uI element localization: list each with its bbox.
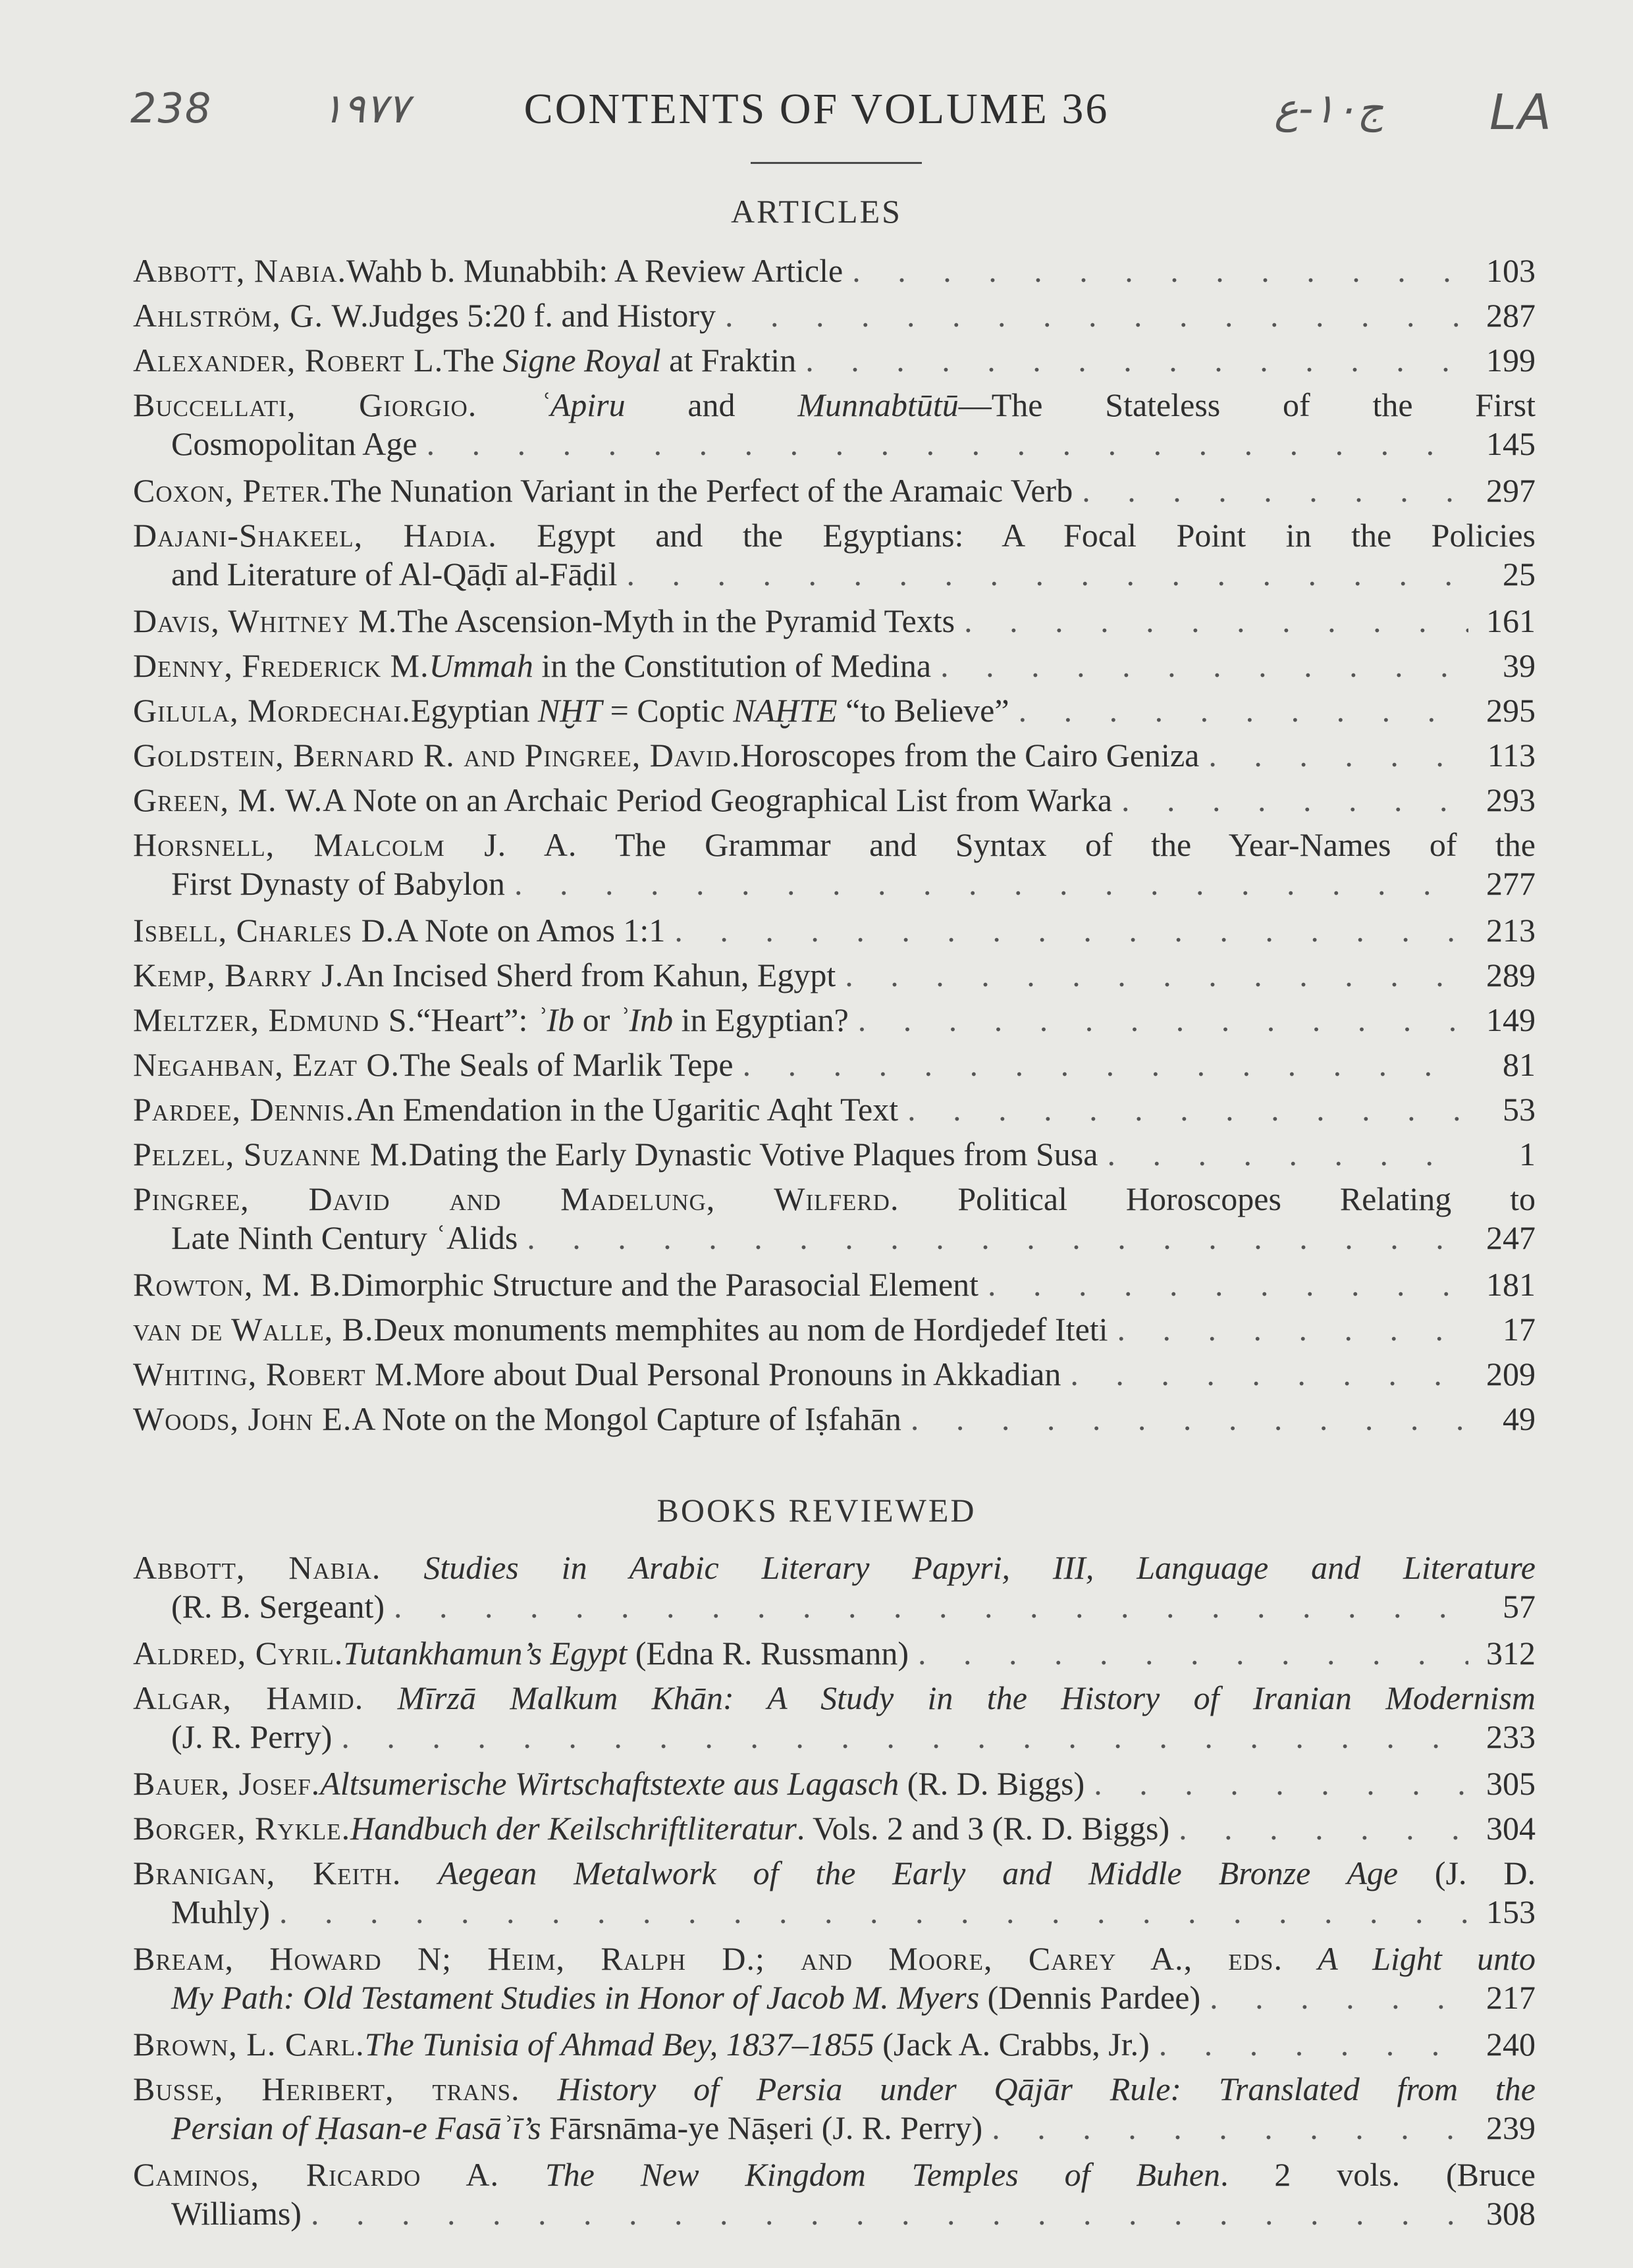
dot-leader (1019, 691, 1468, 730)
entry-title: Dating the Early Dynastic Votive Plaques from Susa (408, 1136, 1098, 1173)
entry-title: Egypt and the Egyptians: A Focal Point in the Policies (537, 517, 1536, 554)
toc-entry (133, 471, 1536, 510)
dot-leader (1094, 1764, 1468, 1803)
entry-title: Deux monuments memphites au nom de Hordjedef Iteti (373, 1311, 1108, 1348)
dot-leader (940, 646, 1468, 685)
entry-title: A Note on an Archaic Period Geographical List from Warka (323, 781, 1113, 818)
dot-leader (992, 2109, 1468, 2148)
dot-leader (394, 1587, 1468, 1626)
entry-line (133, 736, 1536, 775)
entry-line-continued (133, 864, 1536, 903)
entry-title: Studies in Arabic Literary Papyri, III, Language and Literature (423, 1549, 1536, 1586)
toc-entry (133, 602, 1536, 641)
toc-entry (133, 341, 1536, 380)
entry-author: Negahban, Ezat O. (133, 1046, 400, 1083)
entry-page-number: 287 (1486, 297, 1536, 334)
dot-leader (988, 1265, 1468, 1304)
entry-line (133, 386, 1536, 425)
toc-entry (133, 1679, 1536, 1756)
handwritten-number: 238 (130, 84, 213, 132)
entry-title: Aegean Metalwork of the Early and Middle Bronze Age (J. D. (438, 1855, 1536, 1891)
entry-line-continued (133, 2109, 1536, 2148)
toc-entry (133, 1310, 1536, 1349)
dot-leader (674, 911, 1468, 950)
entry-page-number: 145 (1486, 425, 1536, 462)
entry-page-number: 277 (1486, 865, 1536, 902)
entry-line (133, 1355, 1536, 1394)
entry-page-number: 295 (1486, 692, 1536, 729)
toc-entry (133, 1001, 1536, 1040)
entry-line (133, 1854, 1536, 1893)
toc-entry (133, 1548, 1536, 1626)
entry-author: Borger, Rykle. (133, 1810, 351, 1847)
dot-leader (279, 1893, 1468, 1932)
entry-title: More about Dual Personal Pronouns in Akkadian (414, 1356, 1061, 1392)
entry-line (133, 1939, 1536, 1978)
entry-author: Algar, Hamid. (133, 1679, 364, 1716)
dot-leader (1117, 1310, 1468, 1349)
dot-leader (514, 864, 1468, 903)
entry-page-number: 289 (1486, 957, 1536, 993)
entry-line (133, 691, 1536, 730)
entry-author: Abbott, Nabia. (133, 1549, 381, 1586)
entry-page-number: 161 (1486, 602, 1536, 639)
entry-title: “Heart”: ʾIb or ʾInb in Egyptian? (416, 1001, 849, 1038)
entry-page-number: 304 (1486, 1810, 1536, 1847)
entry-line-continued (133, 1219, 1536, 1257)
entry-line (133, 826, 1536, 864)
entry-author: Goldstein, Bernard R. and Pingree, David. (133, 737, 741, 774)
toc-entry (133, 826, 1536, 903)
entry-title: Tutankhamun’s Egypt (Edna R. Russmann) (343, 1635, 909, 1672)
entry-page-number: 240 (1486, 2026, 1536, 2063)
entry-line (133, 341, 1536, 380)
entry-page-number: 25 (1503, 556, 1536, 593)
dot-leader (845, 956, 1468, 995)
entry-page-number: 247 (1486, 1219, 1536, 1256)
dot-leader (1159, 2025, 1468, 2064)
entry-line (133, 956, 1536, 995)
entry-line (133, 1180, 1536, 1219)
entry-title: A Note on Amos 1:1 (394, 912, 666, 949)
dot-leader (1121, 781, 1468, 820)
toc-entry (133, 251, 1536, 290)
entry-line-continued (133, 1718, 1536, 1756)
entry-line-continued (133, 555, 1536, 594)
entry-title: Handbuch der Keilschriftliteratur. Vols. 2 and 3 (R. D. Biggs) (350, 1810, 1170, 1847)
entry-title-continued: Williams) (171, 2195, 302, 2232)
entry-author: Rowton, M. B. (133, 1266, 342, 1303)
entry-line (133, 2025, 1536, 2064)
entry-line-continued (133, 2194, 1536, 2233)
books-list (133, 1548, 1536, 2241)
entry-line-continued (133, 425, 1536, 463)
toc-entry (133, 1135, 1536, 1174)
entry-author: Pelzel, Suzanne M. (133, 1136, 409, 1173)
entry-page-number: 181 (1486, 1266, 1536, 1303)
entry-author: Ahlström, G. W. (133, 297, 369, 334)
entry-title: An Emendation in the Ugaritic Aqht Text (354, 1091, 899, 1128)
toc-entry (133, 1400, 1536, 1438)
toc-entry (133, 1355, 1536, 1394)
entry-page-number: 233 (1486, 1718, 1536, 1755)
entry-author: Horsnell, Malcolm J. A. (133, 826, 577, 863)
title-rule (751, 162, 922, 164)
dot-leader (725, 296, 1468, 335)
entry-line (133, 471, 1536, 510)
entry-author: Bauer, Josef. (133, 1765, 321, 1802)
entry-author: Aldred, Cyril. (133, 1635, 344, 1672)
toc-entry (133, 911, 1536, 950)
entry-line (133, 1764, 1536, 1803)
dot-leader (805, 341, 1468, 380)
entry-title: The Tunisia of Ahmad Bey, 1837–1855 (Jack A. Crabbs, Jr.) (364, 2026, 1150, 2063)
articles-list (133, 251, 1536, 1444)
entry-author: Branigan, Keith. (133, 1855, 402, 1891)
entry-author: van de Walle, B. (133, 1311, 374, 1348)
entry-page-number: 293 (1486, 781, 1536, 818)
entry-line (133, 602, 1536, 641)
entry-author: Coxon, Peter. (133, 472, 331, 509)
entry-title: Dimorphic Structure and the Parasocial Element (341, 1266, 979, 1303)
entry-author: Brown, L. Carl. (133, 2026, 365, 2063)
entry-page-number: 53 (1503, 1091, 1536, 1128)
dot-leader (1179, 1809, 1468, 1848)
entry-line (133, 1001, 1536, 1040)
entry-page-number: 153 (1486, 1893, 1536, 1930)
entry-line (133, 296, 1536, 335)
toc-entry (133, 2155, 1536, 2233)
entry-title: Political Horoscopes Relating to (957, 1180, 1536, 1217)
entry-title-continued: Persian of Ḥasan-e Fasāʾī’s Fārsnāma-ye Nāṣeri (J. R. Perry) (171, 2109, 983, 2146)
entry-page-number: 213 (1486, 912, 1536, 949)
entry-line (133, 1265, 1536, 1304)
entry-page-number: 17 (1503, 1311, 1536, 1348)
entry-line (133, 1548, 1536, 1587)
entry-author: Busse, Heribert, trans. (133, 2070, 520, 2107)
dot-leader (1107, 1135, 1468, 1174)
entry-page-number: 312 (1486, 1635, 1536, 1672)
entry-line (133, 1809, 1536, 1848)
entry-line (133, 1090, 1536, 1129)
handwritten-mark-right: ج١٠-ع (1274, 84, 1384, 132)
entry-title-continued: (J. R. Perry) (171, 1718, 333, 1755)
toc-entry (133, 1090, 1536, 1129)
entry-author: Davis, Whitney M. (133, 602, 398, 639)
dot-leader (858, 1001, 1468, 1040)
entry-page-number: 57 (1503, 1588, 1536, 1625)
dot-leader (427, 425, 1468, 463)
entry-page-number: 199 (1486, 342, 1536, 379)
entry-page-number: 297 (1486, 472, 1536, 509)
entry-author: Dajani-Shakeel, Hadia. (133, 517, 497, 554)
books-heading: BOOKS REVIEWED (656, 1492, 977, 1529)
entry-page-number: 49 (1503, 1400, 1536, 1437)
entry-line (133, 911, 1536, 950)
entry-author: Caminos, Ricardo A. (133, 2156, 499, 2193)
entry-title: A Note on the Mongol Capture of Iṣfahān (352, 1400, 901, 1437)
entry-title: The Signe Royal at Fraktin (443, 342, 797, 379)
entry-author: Green, M. W. (133, 781, 323, 818)
entry-author: Whiting, Robert M. (133, 1356, 414, 1392)
entry-page-number: 209 (1486, 1356, 1536, 1392)
dot-leader (743, 1045, 1468, 1084)
entry-title: The Seals of Marlik Tepe (400, 1046, 734, 1083)
entry-title: Altsumerische Wirtschaftstexte aus Lagasch (R. D. Biggs) (320, 1765, 1085, 1802)
entry-author: Pardee, Dennis. (133, 1091, 355, 1128)
toc-entry (133, 386, 1536, 463)
entry-title-continued: My Path: Old Testament Studies in Honor of Jacob M. Myers (Dennis Pardee) (171, 1979, 1201, 2016)
handwritten-mark: ١٩٧٧ (321, 84, 410, 132)
dot-leader (918, 1634, 1468, 1673)
entry-title: The Grammar and Syntax of the Year-Names of the (614, 826, 1536, 863)
entry-author: Woods, John E. (133, 1400, 352, 1437)
toc-entry (133, 296, 1536, 335)
entry-title: Judges 5:20 f. and History (369, 297, 716, 334)
dot-leader (1070, 1355, 1468, 1394)
toc-entry (133, 2070, 1536, 2148)
entry-title-continued: First Dynasty of Babylon (171, 865, 505, 902)
toc-entry (133, 1939, 1536, 2017)
handwritten-code: LA (1489, 84, 1553, 141)
toc-entry (133, 956, 1536, 995)
articles-heading: ARTICLES (731, 193, 902, 230)
entry-author: Kemp, Barry J. (133, 957, 344, 993)
entry-line (133, 1634, 1536, 1673)
entry-title-continued: and Literature of Al-Qāḍī al-Fāḍil (171, 556, 618, 593)
entry-author: Pingree, David and Madelung, Wilferd. (133, 1180, 899, 1217)
entry-title: Mīrzā Malkum Khān: A Study in the History of Iranian Modernism (397, 1679, 1536, 1716)
dot-leader (627, 555, 1468, 594)
entry-author: Bream, Howard N; Heim, Ralph D.; and Moore, Carey A., eds. (133, 1940, 1283, 1977)
dot-leader (907, 1090, 1468, 1129)
entry-title: Egyptian NḪT = Coptic NAḪTE “to Believe” (410, 692, 1009, 729)
entry-title: The New Kingdom Temples of Buhen. 2 vols. (Bruce (545, 2156, 1536, 2193)
toc-entry (133, 691, 1536, 730)
toc-entry (133, 516, 1536, 594)
dot-leader (311, 2194, 1468, 2233)
entry-title-continued: Late Ninth Century ʿAlids (171, 1219, 518, 1256)
dot-leader (527, 1219, 1468, 1257)
entry-page-number: 217 (1486, 1979, 1536, 2016)
toc-entry (133, 1045, 1536, 1084)
entry-line-continued (133, 1587, 1536, 1626)
entry-line (133, 2070, 1536, 2109)
toc-entry (133, 1764, 1536, 1803)
entry-line (133, 781, 1536, 820)
page-title: CONTENTS OF VOLUME 36 (523, 85, 1110, 133)
entry-title: An Incised Sherd from Kahun, Egypt (344, 957, 836, 993)
dot-leader (964, 602, 1468, 641)
toc-entry (133, 2025, 1536, 2064)
entry-page-number: 81 (1503, 1046, 1536, 1083)
entry-author: Abbott, Nabia. (133, 252, 346, 289)
entry-page-number: 308 (1486, 2195, 1536, 2232)
entry-author: Isbell, Charles D. (133, 912, 395, 949)
entry-line (133, 251, 1536, 290)
entry-line (133, 1679, 1536, 1718)
entry-title-continued: Cosmopolitan Age (171, 425, 417, 462)
toc-entry (133, 1180, 1536, 1257)
dot-leader (852, 251, 1468, 290)
entry-author: Buccellati, Giorgio. (133, 386, 477, 423)
entry-page-number: 39 (1503, 647, 1536, 684)
toc-entry (133, 736, 1536, 775)
toc-entry (133, 781, 1536, 820)
entry-author: Gilula, Mordechai. (133, 692, 411, 729)
entry-line-continued (133, 1893, 1536, 1932)
entry-title: History of Persia under Qājār Rule: Translated from the (557, 2070, 1536, 2107)
entry-author: Alexander, Robert L. (133, 342, 444, 379)
dot-leader (1082, 471, 1468, 510)
entry-title-continued: Muhly) (171, 1893, 270, 1930)
entry-title-continued: (R. B. Sergeant) (171, 1588, 385, 1625)
entry-line (133, 1400, 1536, 1438)
entry-page-number: 1 (1519, 1136, 1536, 1173)
dot-leader (1210, 1978, 1468, 2017)
entry-line (133, 1310, 1536, 1349)
entry-author: Meltzer, Edmund S. (133, 1001, 417, 1038)
entry-page-number: 239 (1486, 2109, 1536, 2146)
entry-page-number: 113 (1487, 737, 1536, 774)
toc-entry (133, 1809, 1536, 1848)
entry-line (133, 516, 1536, 555)
entry-title: Ummah in the Constitution of Medina (429, 647, 932, 684)
entry-line (133, 2155, 1536, 2194)
entry-line (133, 646, 1536, 685)
entry-line-continued (133, 1978, 1536, 2017)
entry-page-number: 305 (1486, 1765, 1536, 1802)
entry-page-number: 103 (1486, 252, 1536, 289)
entry-page-number: 149 (1486, 1001, 1536, 1038)
toc-entry (133, 1265, 1536, 1304)
dot-leader (911, 1400, 1468, 1438)
entry-title: Horoscopes from the Cairo Geniza (740, 737, 1200, 774)
entry-title: The Nunation Variant in the Perfect of the Aramaic Verb (331, 472, 1073, 509)
dot-leader (1208, 736, 1468, 775)
dot-leader (341, 1718, 1468, 1756)
entry-title: The Ascension-Myth in the Pyramid Texts (397, 602, 955, 639)
entry-line (133, 1045, 1536, 1084)
toc-entry (133, 646, 1536, 685)
toc-entry (133, 1634, 1536, 1673)
entry-title: A Light unto (1318, 1940, 1536, 1977)
entry-title: ʿApiru and Munnabtūtū—The Stateless of the First (539, 386, 1536, 423)
entry-title: Wahb b. Munabbih: A Review Article (346, 252, 843, 289)
entry-line (133, 1135, 1536, 1174)
toc-entry (133, 1854, 1536, 1932)
entry-author: Denny, Frederick M. (133, 647, 429, 684)
